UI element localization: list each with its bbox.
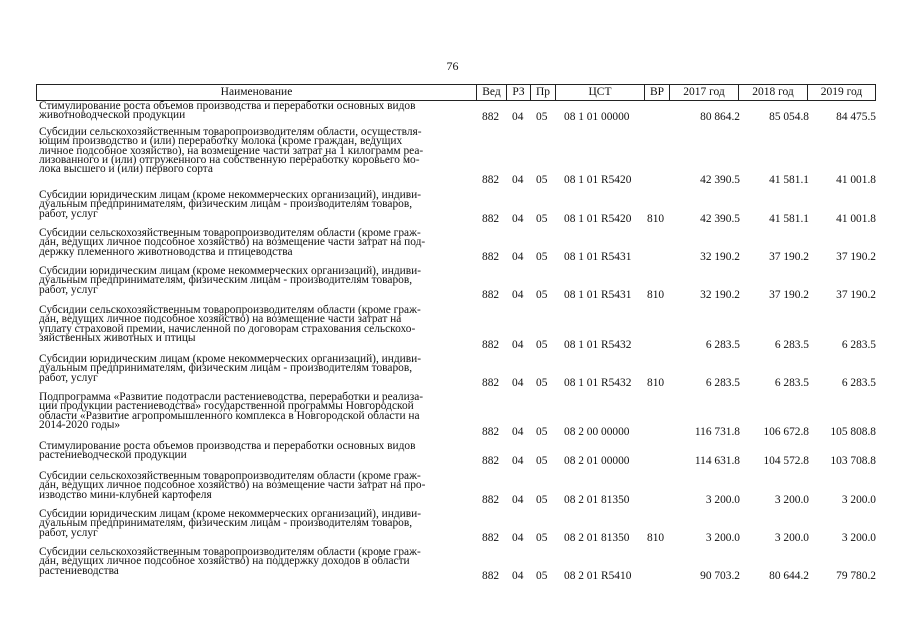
row-name: Стимулирование роста объемов производства и переработки основных видов животноводческой продукции [39,100,416,122]
cell-2017: 6 283.5 [705,339,740,351]
cell-2018: 41 581.1 [769,213,809,225]
cell-ved: 882 [482,494,500,506]
cell-ved: 882 [482,339,500,351]
cell-vr: 810 [647,289,665,301]
cell-rz: 04 [512,339,524,351]
cell-2019: 3 200.0 [841,494,876,506]
cell-rz: 04 [512,213,524,225]
cell-cst: 08 1 01 00000 [564,111,630,123]
cell-vr: 810 [647,213,665,225]
table-row [36,191,876,225]
table-header [36,84,876,101]
cell-pr: 05 [536,494,548,506]
cell-ved: 882 [482,289,500,301]
header-rz: РЗ [506,85,530,100]
cell-2018: 3 200.0 [774,494,809,506]
cell-2017: 32 190.2 [700,289,740,301]
cell-pr: 05 [536,111,548,123]
cell-2017: 3 200.0 [705,532,740,544]
cell-2019: 84 475.5 [836,111,876,123]
cell-2019: 3 200.0 [841,532,876,544]
cell-vr: 810 [647,377,665,389]
cell-ved: 882 [482,377,500,389]
cell-2018: 6 283.5 [774,377,809,389]
cell-cst: 08 2 00 00000 [564,426,630,438]
cell-2019: 37 190.2 [836,251,876,263]
cell-cst: 08 1 01 R5432 [564,339,632,351]
cell-2017: 42 390.5 [700,213,740,225]
cell-rz: 04 [512,377,524,389]
cell-rz: 04 [512,570,524,582]
cell-ved: 882 [482,174,500,186]
cell-2019: 37 190.2 [836,289,876,301]
cell-cst: 08 1 01 R5431 [564,289,632,301]
header-2017: 2017 год [669,85,738,100]
table-row [36,472,876,506]
cell-rz: 04 [512,455,524,467]
row-name: Субсидии юридическим лицам (кроме некоммерческих организаций), индиви- дуальным предпринимателям, физическим лицам - производителям товаров, работ, услуг [39,508,421,539]
row-name: Субсидии сельскохозяйственным товаропроизводителям области, осуществля- ющим производство и (или) переработку молока (кроме граждан, ведущих личное подсобное хозяйство), на возмещение части затрат на 1 килограмм реа- лизованного и (или) отгруженного на собственную переработку коровьего мо- лока высшего и (или) первого сорта [39,126,424,176]
cell-pr: 05 [536,532,548,544]
row-name: Субсидии юридическим лицам (кроме некоммерческих организаций), индиви- дуальным предпринимателям, физическим лицам - производителям товаров, работ, услуг [39,189,421,220]
cell-pr: 05 [536,251,548,263]
cell-ved: 882 [482,213,500,225]
cell-cst: 08 1 01 R5431 [564,251,632,263]
cell-2019: 79 780.2 [836,570,876,582]
cell-2018: 41 581.1 [769,174,809,186]
cell-2018: 106 672.8 [763,426,809,438]
row-name: Субсидии сельскохозяйственным товаропроизводителям области (кроме граж- дан, ведущих личное подсобное хозяйство) на возмещение части затрат на про- изводство мини-клубней картофеля [39,470,426,501]
header-cst: ЦСТ [555,85,644,100]
cell-2017: 32 190.2 [700,251,740,263]
row-name: Субсидии юридическим лицам (кроме некоммерческих организаций), индиви- дуальным предпринимателям, физическим лицам - производителям товаров, работ, услуг [39,353,421,384]
cell-ved: 882 [482,570,500,582]
row-name: Субсидии сельскохозяйственным товаропроизводителям области (кроме граж- дан, ведущих личное подсобное хозяйство) на возмещение части затрат на под- держку племенного животноводства и птицеводства [39,227,426,258]
cell-rz: 04 [512,426,524,438]
cell-2017: 116 731.8 [694,426,740,438]
cell-cst: 08 2 01 00000 [564,455,630,467]
cell-2019: 41 001.8 [836,213,876,225]
cell-rz: 04 [512,289,524,301]
cell-2017: 3 200.0 [705,494,740,506]
cell-ved: 882 [482,426,500,438]
table-row [36,229,876,263]
row-name: Стимулирование роста объемов производства и переработки основных видов растениеводческой продукции [39,440,416,462]
table-row [36,306,876,351]
cell-2019: 105 808.8 [830,426,876,438]
cell-2019: 6 283.5 [841,339,876,351]
cell-rz: 04 [512,174,524,186]
cell-2017: 42 390.5 [700,174,740,186]
cell-rz: 04 [512,494,524,506]
cell-2018: 37 190.2 [769,251,809,263]
cell-2019: 41 001.8 [836,174,876,186]
cell-rz: 04 [512,532,524,544]
table-row [36,510,876,544]
table-row [36,442,876,467]
cell-cst: 08 2 01 R5410 [564,570,632,582]
cell-cst: 08 1 01 R5432 [564,377,632,389]
header-2018: 2018 год [738,85,807,100]
header-ved: Вед [476,85,506,100]
cell-pr: 05 [536,289,548,301]
cell-cst: 08 1 01 R5420 [564,213,632,225]
cell-pr: 05 [536,339,548,351]
cell-2017: 6 283.5 [705,377,740,389]
page-number: 76 [446,59,459,73]
cell-pr: 05 [536,174,548,186]
header-name: Наименование [36,85,476,100]
table-row [36,267,876,301]
row-name: Субсидии сельскохозяйственным товаропроизводителям области (кроме граж- дан, ведущих личное подсобное хозяйство) на возмещение части затрат на уплату страховой премии, начисленной по договорам страхования сельскохо- зяйственных животных и птицы [39,304,421,344]
row-name: Подпрограмма «Развитие подотрасли растениеводства, переработки и реализа- ции продукции растениеводства» государственной программы Новгородской области «Развитие агропромышленного комплекса в Новгородской области на 2014-2020 годы» [39,391,424,431]
row-name: Субсидии сельскохозяйственным товаропроизводителям области (кроме граж- дан, ведущих личное подсобное хозяйство) на поддержку доходов в области растениеводства [39,546,421,577]
cell-pr: 05 [536,455,548,467]
cell-2018: 37 190.2 [769,289,809,301]
cell-2018: 104 572.8 [763,455,809,467]
cell-2017: 90 703.2 [700,570,740,582]
header-2019: 2019 год [807,85,876,100]
cell-rz: 04 [512,111,524,123]
cell-2017: 114 631.8 [694,455,740,467]
cell-2018: 85 054.8 [769,111,809,123]
cell-2017: 80 864.2 [700,111,740,123]
table-row [36,128,876,186]
cell-ved: 882 [482,455,500,467]
header-pr: Пр [530,85,555,100]
cell-pr: 05 [536,377,548,389]
header-vr: ВР [644,85,669,100]
cell-cst: 08 2 01 81350 [564,494,630,506]
cell-2018: 80 644.2 [769,570,809,582]
cell-ved: 882 [482,532,500,544]
cell-ved: 882 [482,251,500,263]
cell-rz: 04 [512,251,524,263]
cell-2018: 3 200.0 [774,532,809,544]
cell-vr: 810 [647,532,665,544]
cell-cst: 08 1 01 R5420 [564,174,632,186]
cell-pr: 05 [536,426,548,438]
cell-2019: 103 708.8 [830,455,876,467]
table-row [36,393,876,438]
row-name: Субсидии юридическим лицам (кроме некоммерческих организаций), индиви- дуальным предпринимателям, физическим лицам - производителям товаров, работ, услуг [39,265,421,296]
cell-ved: 882 [482,111,500,123]
table-row [36,548,876,582]
cell-pr: 05 [536,213,548,225]
table-row [36,102,876,123]
cell-pr: 05 [536,570,548,582]
cell-2018: 6 283.5 [774,339,809,351]
table-row [36,355,876,389]
cell-2019: 6 283.5 [841,377,876,389]
cell-cst: 08 2 01 81350 [564,532,630,544]
